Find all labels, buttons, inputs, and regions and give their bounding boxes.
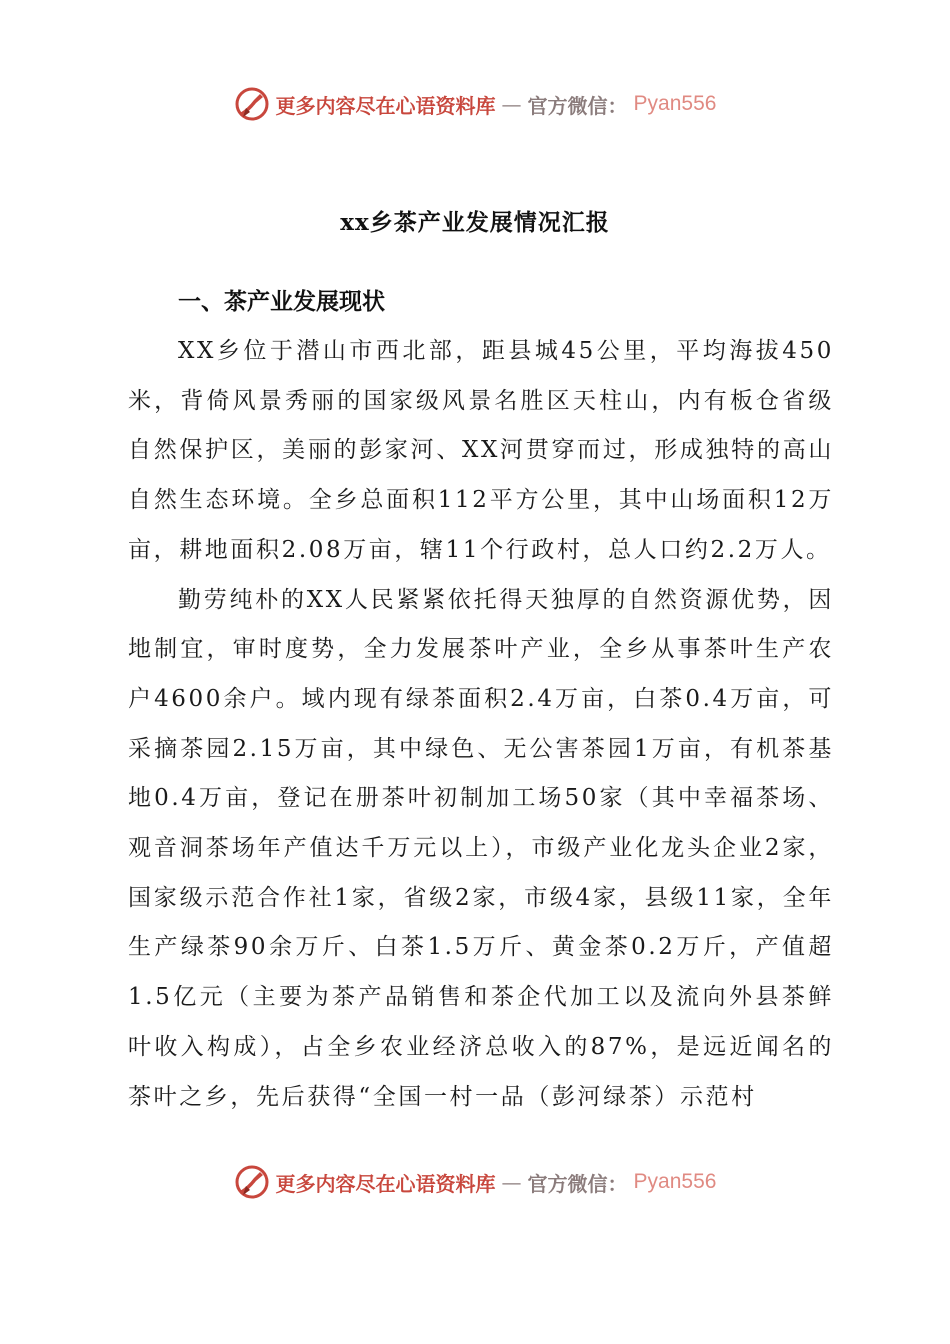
brush-pen-logo-icon bbox=[234, 1164, 270, 1200]
banner-main-text: 更多内容尽在心语资料库 bbox=[275, 93, 496, 118]
document-body bbox=[128, 327, 834, 1122]
banner-main-text: 更多内容尽在心语资料库 bbox=[275, 1171, 496, 1196]
footer-banner bbox=[0, 1162, 950, 1202]
banner-wechat-id: Pyan556 bbox=[633, 1170, 717, 1193]
paragraph: XX乡位于潜山市西北部，距县城45公里，平均海拔450米，背倚风景秀丽的国家级风景名胜区天柱山，内有板仓省级自然保护区，美丽的彭家河、XX河贯穿而过，形成独特的高山自然生态环境。全乡总面积112平方公里，其中山场面积12万亩，耕地面积2.08万亩，辖11个行政村，总人口约2.2万人。 bbox=[128, 338, 834, 563]
header-banner bbox=[0, 84, 950, 124]
banner-dash: — bbox=[501, 92, 522, 116]
document-title: xx乡茶产业发展情况汇报 bbox=[340, 209, 610, 236]
section-heading: 一、茶产业发展现状 bbox=[178, 289, 385, 315]
banner-wechat-label: 官方微信： bbox=[527, 1171, 628, 1196]
brush-pen-logo-icon bbox=[234, 86, 270, 122]
paragraph: 勤劳纯朴的XX人民紧紧依托得天独厚的自然资源优势，因地制宜，审时度势，全力发展茶叶产业，全乡从事茶叶生产农户4600余户。域内现有绿茶面积2.4万亩，白茶0.4万亩，可采摘茶园2.15万亩，其中绿色、无公害茶园1万亩，有机茶基地0.4万亩，登记在册茶叶初制加工场50家（其中幸福茶场、观音洞茶场年产值达千万元以上），市级产业化龙头企业2家，国家级示范合作社1家，省级2家，市级4家，县级11家，全年生产绿茶90余万斤、白茶1.5万斤、黄金茶0.2万斤，产值超1.5亿元（主要为茶产品销售和茶企代加工以及流向外县茶鲜叶收入构成），占全乡农业经济总收入的87%，是远近闻名的茶叶之乡，先后获得“全国一村一品（彭河绿茶）示范村 bbox=[128, 586, 834, 1110]
banner-dash: — bbox=[501, 1170, 522, 1194]
banner-wechat-id: Pyan556 bbox=[633, 92, 717, 115]
banner-wechat-label: 官方微信： bbox=[527, 93, 628, 118]
